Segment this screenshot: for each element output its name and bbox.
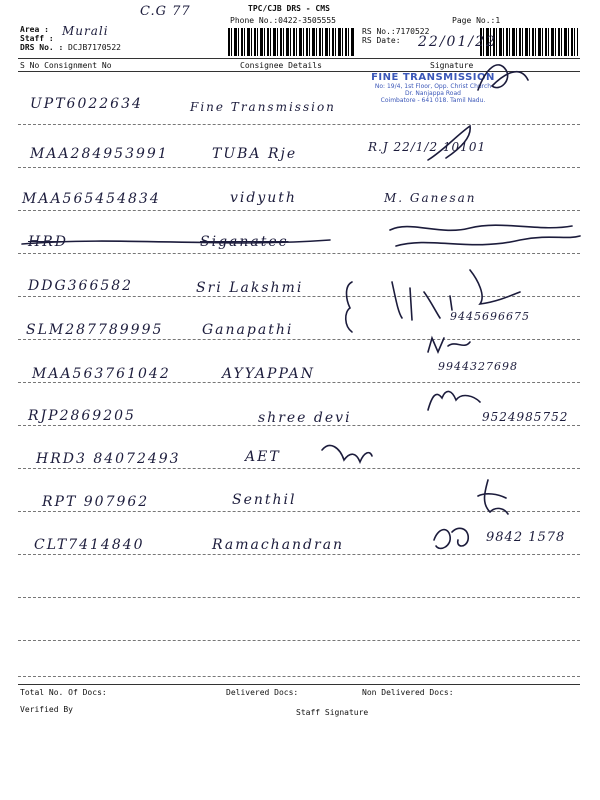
corner-handwritten-note: C.G 77: [140, 4, 191, 19]
signature-scribble: [22, 240, 330, 244]
stamp-address-line1: No: 19/4, 1st Floor, Opp. Christ Church: [374, 83, 492, 90]
non-delivered-docs-label: Non Delivered Docs:: [362, 688, 454, 697]
row-1-consignment: UPT6022634: [30, 96, 143, 112]
signature-scribble: [434, 528, 468, 548]
total-docs-label: Total No. Of Docs:: [20, 688, 107, 697]
row-8-consignee: shree devi: [258, 410, 352, 426]
row-7-consignment: MAA563761042: [32, 366, 171, 382]
footer-divider: [18, 684, 580, 685]
row-7-signature: 9944327698: [438, 360, 518, 373]
row-5-consignee: Sri Lakshmi: [196, 280, 304, 296]
row-4-consignment: HRD: [28, 234, 68, 250]
signature-scribble: [346, 282, 352, 332]
staff-label: Staff :: [20, 34, 54, 43]
drs-number-value: DCJB7170522: [68, 43, 121, 52]
row-3-consignment: MAA565454834: [22, 191, 161, 207]
stamp-address-line3: Coimbatore - 641 018. Tamil Nadu.: [380, 97, 486, 104]
page-number: Page No.:1: [452, 16, 501, 25]
signature-scribble: [478, 65, 528, 90]
delivered-docs-label: Delivered Docs:: [226, 688, 299, 697]
signature-scribble: [322, 445, 372, 462]
row-4-consignee: Siganatec: [200, 234, 289, 250]
signature-scribble: [428, 338, 470, 352]
row-11-consignment: CLT7414840: [34, 537, 145, 553]
verified-by-label: Verified By: [20, 705, 73, 714]
rs-number: RS No.:7170522: [362, 27, 430, 36]
row-1-consignee: Fine Transmission: [190, 100, 336, 114]
row-10-consignee: Senthil: [232, 492, 297, 508]
signature-scribble: [396, 236, 580, 246]
signature-scribble: [392, 270, 520, 320]
column-header-consignee: Consignee Details: [240, 61, 322, 70]
row-6-signature: 9445696675: [450, 310, 530, 323]
row-3-consignee: vidyuth: [230, 190, 297, 206]
row-6-consignee: Ganapathi: [202, 322, 294, 338]
row-9-consignee: AET: [245, 449, 281, 465]
row-5-consignment: DDG366582: [28, 278, 134, 294]
drs-number-label: DRS No. :: [20, 43, 64, 52]
signature-scribble: [390, 225, 572, 230]
row-11-signature: 9842 1578: [486, 530, 566, 545]
rs-date-value: 22/01/22: [418, 34, 497, 50]
column-header-signature: Signature: [430, 61, 474, 70]
stamp-address-line2: Dr. Nanjappa Road: [405, 90, 461, 97]
staff-signature-label: Staff Signature: [296, 708, 369, 717]
row-7-consignee: AYYAPPAN: [222, 366, 315, 382]
area-label: Area :: [20, 25, 49, 34]
document-title: TPC/CJB DRS - CMS: [248, 4, 330, 13]
row-3-signature: M. Ganesan: [384, 191, 477, 205]
stamp-company-name: FINE TRANSMISSION: [371, 72, 495, 83]
column-header-consignment: S No Consignment No: [20, 61, 112, 70]
row-11-consignee: Ramachandran: [212, 537, 345, 553]
row-2-signature: R.J 22/1/2 10101: [368, 140, 487, 154]
row-2-consignment: MAA284953991: [30, 146, 169, 162]
phone-number: Phone No.:0422-3505555: [230, 16, 336, 25]
signature-scribble: [478, 480, 508, 514]
signature-scribble: [428, 126, 470, 160]
row-9-consignment: HRD3 84072493: [36, 451, 181, 467]
row-10-consignment: RPT 907962: [42, 494, 150, 510]
row-8-signature: 9524985752: [482, 410, 569, 424]
row-6-consignment: SLM287789995: [26, 322, 164, 338]
staff-value: Murali: [62, 24, 109, 38]
row-8-consignment: RJP2869205: [28, 408, 136, 424]
signature-scribble: [428, 391, 480, 410]
row-2-consignee: TUBA Rje: [212, 146, 298, 162]
rs-date-label: RS Date:: [362, 36, 401, 45]
